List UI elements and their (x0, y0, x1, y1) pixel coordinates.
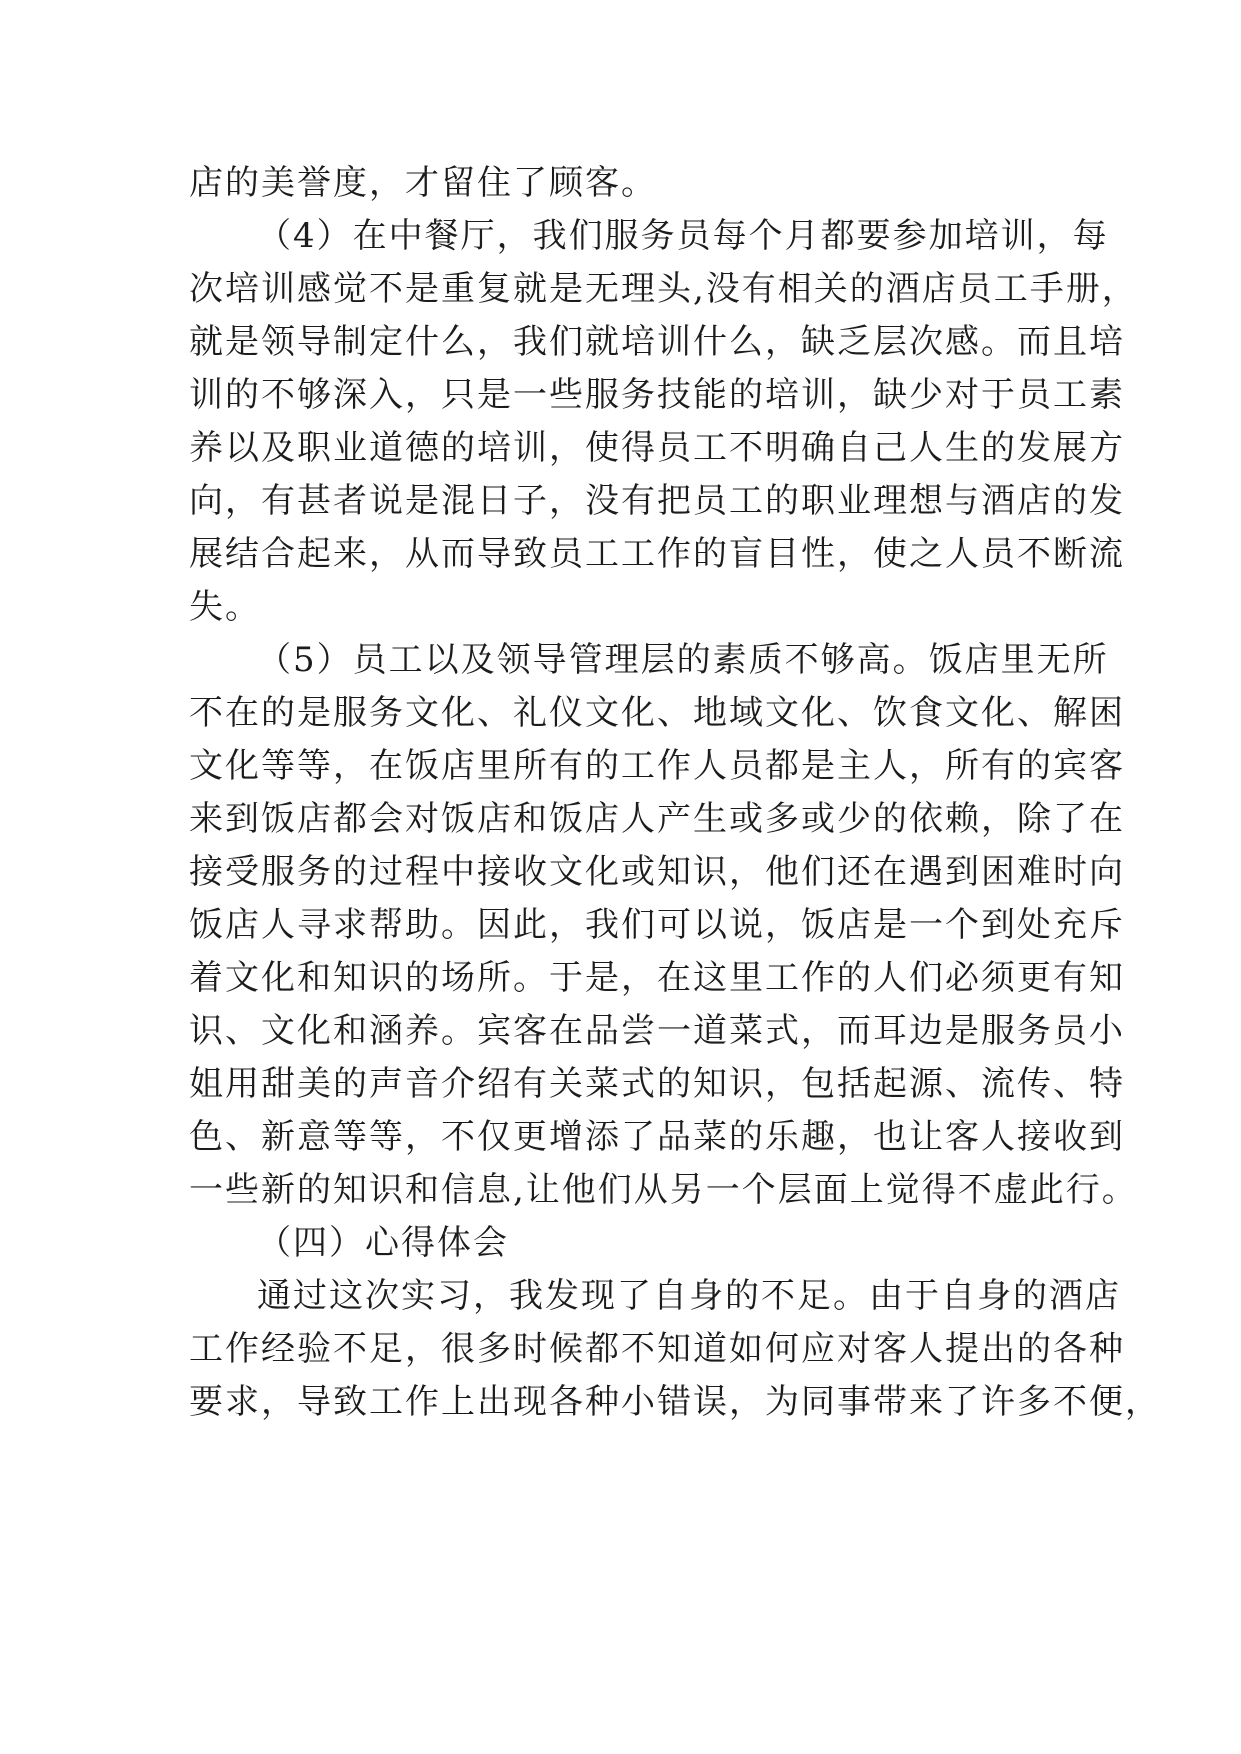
text-line: 来到饭店都会对饭店和饭店人产生或多或少的依赖，除了在 (189, 799, 1125, 839)
text-line: 要求，导致工作上出现各种小错误，为同事带来了许多不便， (189, 1382, 1161, 1422)
text-line: 通过这次实习，我发现了自身的不足。由于自身的酒店 (257, 1276, 1121, 1316)
text-line: 色、新意等等，不仅更增添了品菜的乐趣，也让客人接收到 (189, 1117, 1125, 1157)
text-line: 不在的是服务文化、礼仪文化、地域文化、饮食文化、解困 (189, 693, 1125, 733)
text-line: 着文化和知识的场所。于是，在这里工作的人们必须更有知 (189, 958, 1125, 998)
text-line: 次培训感觉不是重复就是无理头,没有相关的酒店员工手册， (189, 269, 1138, 309)
section-heading: （四）心得体会 (257, 1223, 509, 1263)
text-line: 文化等等，在饭店里所有的工作人员都是主人，所有的宾客 (189, 746, 1125, 786)
text-line: 失。 (189, 587, 261, 627)
text-line: 识、文化和涵养。宾客在品尝一道菜式，而耳边是服务员小 (189, 1011, 1125, 1051)
text-line: （4）在中餐厅，我们服务员每个月都要参加培训，每 (257, 216, 1109, 256)
text-line: 展结合起来，从而导致员工工作的盲目性，使之人员不断流 (189, 534, 1125, 574)
text-line: 养以及职业道德的培训，使得员工不明确自己人生的发展方 (189, 428, 1125, 468)
text-line: 姐用甜美的声音介绍有关菜式的知识，包括起源、流传、特 (189, 1064, 1125, 1104)
text-line: （5）员工以及领导管理层的素质不够高。饭店里无所 (257, 640, 1109, 680)
text-line: 就是领导制定什么，我们就培训什么，缺乏层次感。而且培 (189, 322, 1125, 362)
text-line: 向，有甚者说是混日子，没有把员工的职业理想与酒店的发 (189, 481, 1125, 521)
text-line: 接受服务的过程中接收文化或知识，他们还在遇到困难时向 (189, 852, 1125, 892)
text-line: 工作经验不足，很多时候都不知道如何应对客人提出的各种 (189, 1329, 1125, 1369)
text-line: 一些新的知识和信息,让他们从另一个层面上觉得不虚此行。 (189, 1170, 1138, 1210)
text-line: 店的美誉度，才留住了顾客。 (189, 163, 657, 203)
text-line: 饭店人寻求帮助。因此，我们可以说，饭店是一个到处充斥 (189, 905, 1125, 945)
text-line: 训的不够深入，只是一些服务技能的培训，缺少对于员工素 (189, 375, 1125, 415)
